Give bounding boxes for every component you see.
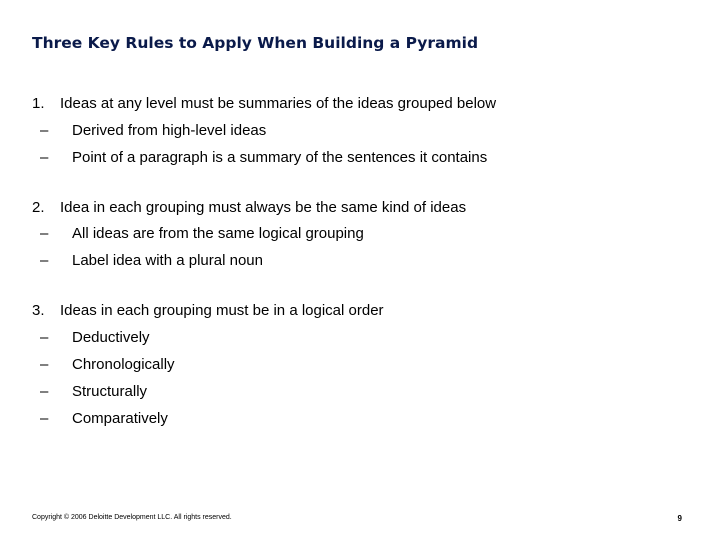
dash-bullet: – bbox=[40, 356, 49, 373]
dash-bullet: – bbox=[40, 149, 49, 166]
subitem-text: Derived from high-level ideas bbox=[72, 122, 267, 139]
rule-3 bbox=[32, 302, 384, 319]
page-number: 9 bbox=[677, 514, 682, 523]
rule-3-subitem-3 bbox=[40, 383, 147, 400]
subitem-text: All ideas are from the same logical grouping bbox=[72, 225, 364, 242]
rule-2-subitem-1 bbox=[40, 225, 364, 242]
rule-2 bbox=[32, 199, 466, 216]
subitem-text: Structurally bbox=[72, 383, 148, 400]
dash-bullet: – bbox=[40, 383, 49, 400]
rule-1-subitem-1 bbox=[40, 122, 266, 139]
dash-bullet: – bbox=[40, 410, 49, 427]
subitem-text: Point of a paragraph is a summary of the sentences it contains bbox=[72, 149, 488, 166]
rule-number: 3. bbox=[32, 302, 45, 319]
rule-number: 1. bbox=[32, 95, 45, 112]
rule-3-subitem-4 bbox=[40, 410, 168, 427]
subitem-text: Comparatively bbox=[72, 410, 168, 427]
subitem-text: Chronologically bbox=[72, 356, 175, 373]
dash-bullet: – bbox=[40, 252, 49, 269]
rule-1 bbox=[32, 95, 496, 112]
rule-text: Ideas at any level must be summaries of the ideas grouped below bbox=[60, 95, 497, 112]
copyright-notice: Copyright © 2006 Deloitte Development LLC. All rights reserved. bbox=[32, 514, 232, 521]
rule-1-subitem-2 bbox=[40, 149, 487, 166]
subitem-text: Label idea with a plural noun bbox=[72, 252, 263, 269]
rule-text: Idea in each grouping must always be the same kind of ideas bbox=[60, 199, 467, 216]
subitem-text: Deductively bbox=[72, 329, 150, 346]
rule-3-subitem-1 bbox=[40, 329, 150, 346]
dash-bullet: – bbox=[40, 225, 49, 242]
rule-number: 2. bbox=[32, 199, 45, 216]
rule-2-subitem-2 bbox=[40, 252, 263, 269]
slide-title: Three Key Rules to Apply When Building a Pyramid bbox=[32, 34, 479, 52]
dash-bullet: – bbox=[40, 122, 49, 139]
dash-bullet: – bbox=[40, 329, 49, 346]
rule-text: Ideas in each grouping must be in a logical order bbox=[60, 302, 384, 319]
rule-3-subitem-2 bbox=[40, 356, 175, 373]
